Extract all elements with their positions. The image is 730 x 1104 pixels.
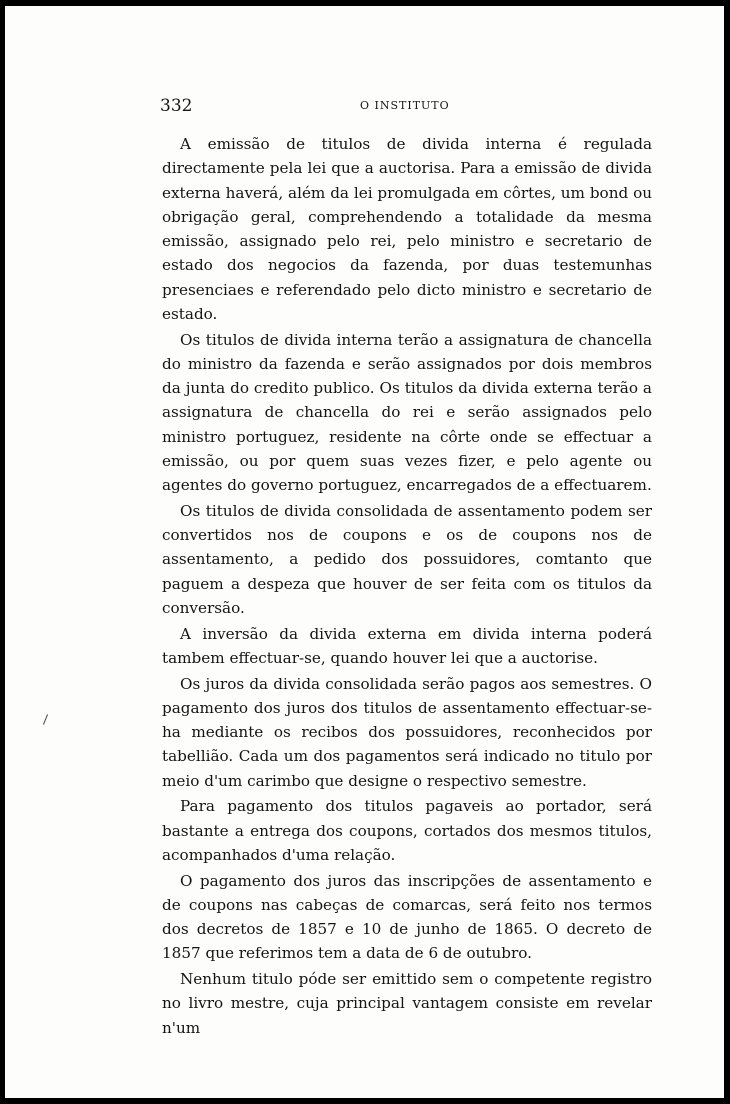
paragraph-bearer-payment: Para pagamento dos titulos pagaveis ao portador, será bastante a entrega dos coupons, cortados dos mesmos titulos, acompanhados d'uma relação. <box>162 797 652 864</box>
paragraph-issuance: A emissão de titulos de divida interna é regulada directamente pela lei que a auctorisa. Para a emissão de divida externa haverá, além da lei promulgada em côrtes, um bond ou obrigação geral, comprehendendo a totalidade da mesma emissão, assignado pelo rei, pelo ministro e secretario de estado dos negocios da fazenda, por duas testemunhas presenciaes e referendado pelo dicto ministro e secretario de estado. <box>162 135 652 323</box>
body-text <box>162 132 652 1041</box>
stray-pencil-mark <box>43 714 48 725</box>
page-number: 332 <box>160 96 193 116</box>
paragraph-decrees: O pagamento dos juros das inscripções de assentamento e de coupons nas cabeças de comarcas, será feito nos termos dos decretos de 1857 e 10 de junho de 1865. O decreto de 1857 que referimos tem a data de 6 de outubro. <box>162 871 652 963</box>
paragraph-registry: Nenhum titulo póde ser emittido sem o competente registro no livro mestre, cuja principal vantagem consiste em revelar n'um <box>162 970 652 1037</box>
paragraph-interest: Os juros da divida consolidada serão pagos aos semestres. O pagamento dos juros dos titulos de assentamento effectuar-se-ha mediante os recibos dos possuidores, reconhecidos por tabellião. Cada um dos pagamentos será indicado no titulo por meio d'um carimbo que designe o respectivo semestre. <box>162 674 652 790</box>
paragraph-conversion: Os titulos de divida consolidada de assentamento podem ser convertidos nos de coupons e os de coupons nos de assentamento, a pedido dos possuidores, comtanto que paguem a despeza que houver de ser feita com os titulos da conversão. <box>162 501 652 617</box>
scanned-page <box>5 6 724 1098</box>
paragraph-inversion: A inversão da divida externa em divida interna poderá tambem effectuar-se, quando houver lei que a auctorise. <box>162 624 652 667</box>
paragraph-signatures: Os titulos de divida interna terão a assignatura de chancella do ministro da fazenda e serão assignados por dois membros da junta do credito publico. Os titulos da divida externa terão a assignatura de chancella do rei e serão assignados pelo ministro portuguez, residente na côrte onde se effectuar a emissão, ou por quem suas vezes fizer, e pelo agente ou agentes do governo portuguez, encarregados de a effectuarem. <box>162 330 652 494</box>
page-header <box>160 96 650 120</box>
running-head: O INSTITUTO <box>360 99 450 112</box>
